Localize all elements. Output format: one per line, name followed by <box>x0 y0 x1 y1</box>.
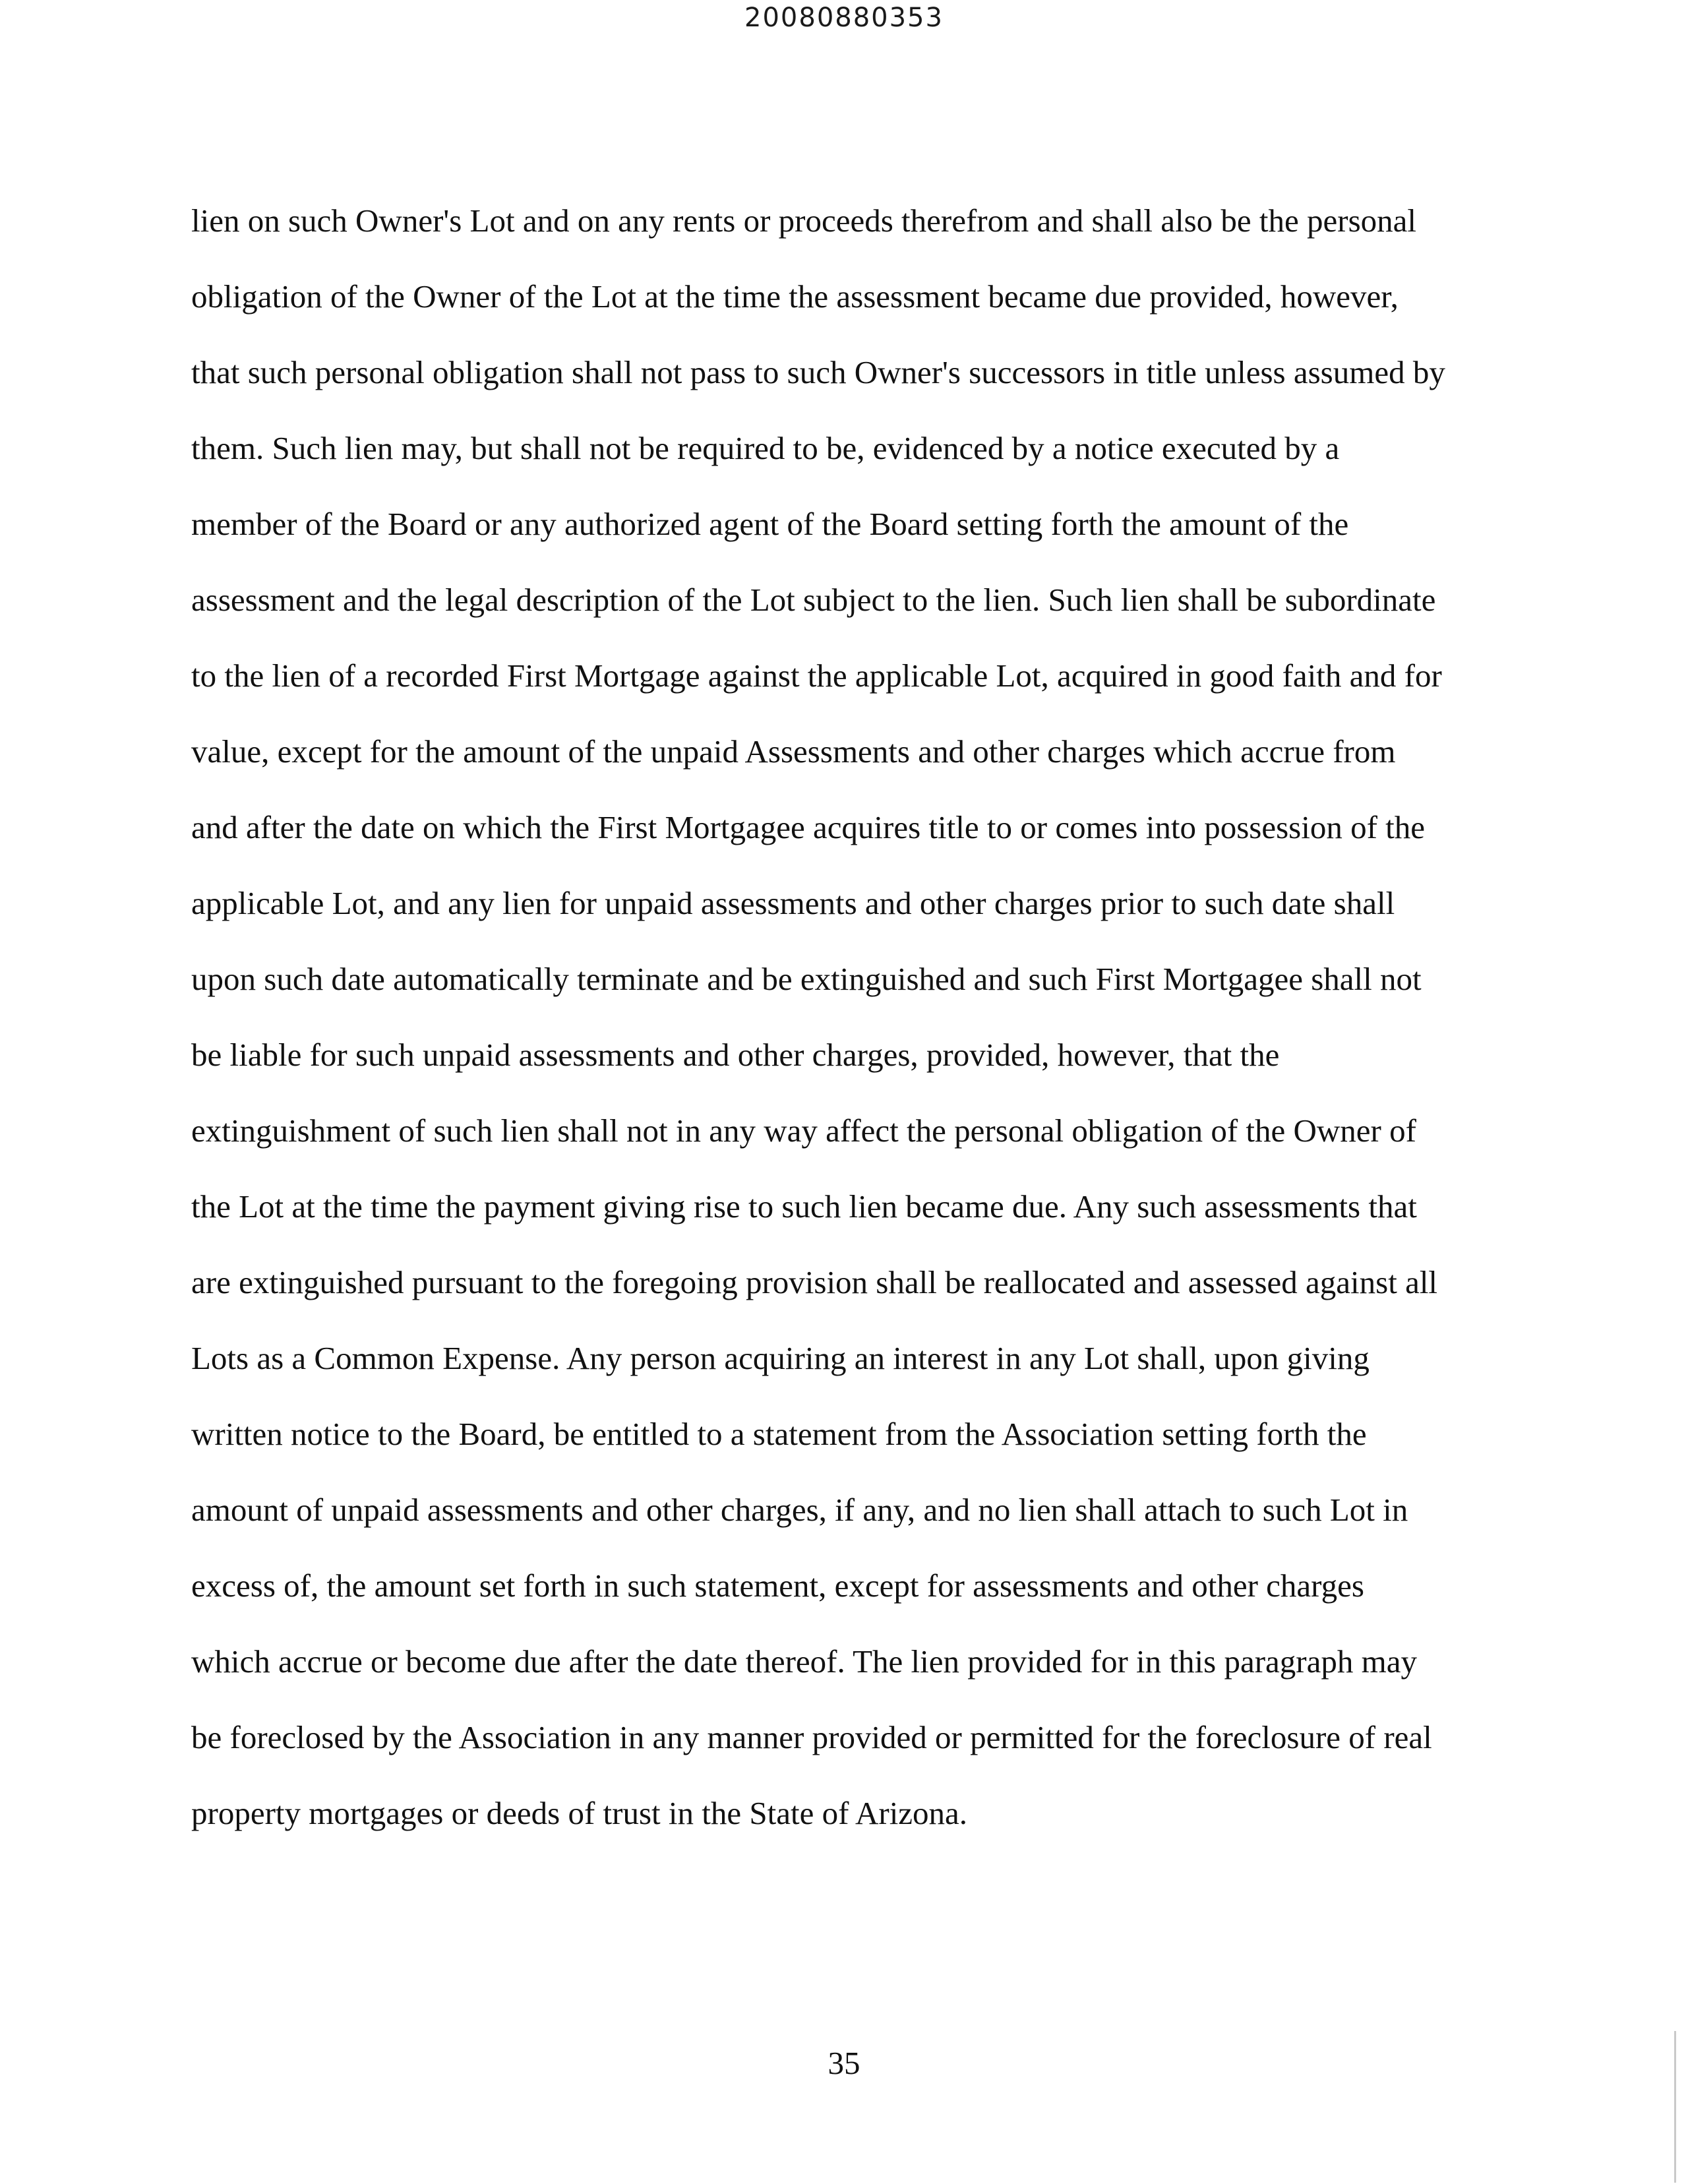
text-line: them. Such lien may, but shall not be required to be, evidenced by a notice executed by a <box>191 430 1340 466</box>
text-line: member of the Board or any authorized agent of the Board setting forth the amount of the <box>191 506 1349 542</box>
text-line: amount of unpaid assessments and other charges, if any, and no lien shall attach to such Lot in <box>191 1492 1408 1528</box>
text-line: lien on such Owner's Lot and on any rents or proceeds therefrom and shall also be the personal <box>191 202 1417 239</box>
text-line: obligation of the Owner of the Lot at the time the assessment became due provided, however, <box>191 278 1399 315</box>
text-line: written notice to the Board, be entitled to a statement from the Association setting forth the <box>191 1416 1367 1452</box>
text-line: property mortgages or deeds of trust in the State of Arizona. <box>191 1795 968 1831</box>
text-line: be liable for such unpaid assessments and other charges, provided, however, that the <box>191 1037 1280 1073</box>
text-line: to the lien of a recorded First Mortgage against the applicable Lot, acquired in good faith and for <box>191 657 1442 694</box>
page-number: 35 <box>828 2045 860 2081</box>
text-line: the Lot at the time the payment giving rise to such lien became due. Any such assessments that <box>191 1188 1417 1225</box>
text-line: extinguishment of such lien shall not in any way affect the personal obligation of the Owner of <box>191 1112 1416 1149</box>
text-line: value, except for the amount of the unpaid Assessments and other charges which accrue from <box>191 733 1396 770</box>
scan-edge-mark <box>1674 2031 1676 2183</box>
text-line: which accrue or become due after the date thereof. The lien provided for in this paragraph may <box>191 1643 1417 1680</box>
text-line: Lots as a Common Expense. Any person acquiring an interest in any Lot shall, upon giving <box>191 1340 1370 1376</box>
text-line: that such personal obligation shall not pass to such Owner's successors in title unless assumed by <box>191 354 1445 390</box>
text-line: are extinguished pursuant to the foregoing provision shall be reallocated and assessed against all <box>191 1264 1438 1300</box>
text-line: excess of, the amount set forth in such statement, except for assessments and other charges <box>191 1567 1364 1604</box>
text-line: and after the date on which the First Mortgagee acquires title to or comes into possession of the <box>191 809 1426 845</box>
text-line: assessment and the legal description of the Lot subject to the lien. Such lien shall be subordinate <box>191 582 1436 618</box>
text-line: be foreclosed by the Association in any manner provided or permitted for the foreclosure of real <box>191 1719 1432 1755</box>
document-number: 20080880353 <box>744 3 944 33</box>
text-line: upon such date automatically terminate and be extinguished and such First Mortgagee shall not <box>191 961 1422 997</box>
text-line: applicable Lot, and any lien for unpaid assessments and other charges prior to such date shall <box>191 885 1395 921</box>
